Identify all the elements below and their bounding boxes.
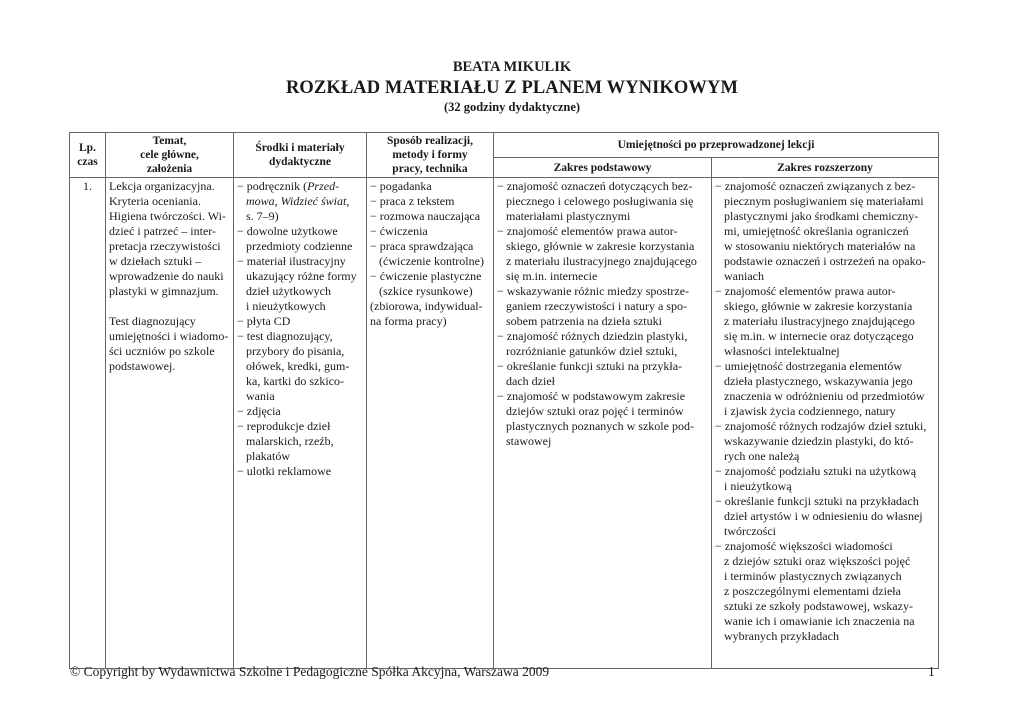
header-temat: Temat, cele główne, założenia [106, 133, 234, 178]
text-line: Test diagnozujący [109, 314, 196, 328]
header-zakres-podstawowy: Zakres podstawowy [494, 158, 712, 178]
cell-sposob [367, 178, 494, 669]
list-item: − praca sprawdzająca (ćwiczenie kontrolne) [370, 239, 490, 269]
list-item: − znajomość oznaczeń związanych z bez- piecznym posługiwaniem się materiałami plastycznymi jako środkami chemiczny- mi, umiejętność określania ograniczeń w stosowaniu niektórych materiałów na podstawie oznaczeń i ostrzeżeń na opako- waniach [715, 179, 935, 284]
text-line: podstawowej. [109, 359, 176, 373]
list-item: − ćwiczenia [370, 224, 490, 239]
list-item: − podręcznik (Przed- mowa, Widzieć świat, s. 7–9) [237, 179, 363, 224]
cell-zakres-rozszerzony [712, 178, 939, 669]
list-item: − znajomość oznaczeń dotyczących bez- piecznego i celowego posługiwania się materiałami plastycznymi [497, 179, 708, 224]
list-item: − płyta CD [237, 314, 363, 329]
cell-zakres-podstawowy [494, 178, 712, 669]
text-line: na forma pracy) [370, 314, 447, 328]
header-srodki: Środki i materiały dydaktyczne [234, 133, 367, 178]
list-item: − umiejętność dostrzegania elementów dzieła plastycznego, wskazywania jego znaczenia w odróżnieniu od przedmiotów i zjawisk życia codziennego, natury [715, 359, 935, 419]
text-line: ści uczniów po szkole [109, 344, 215, 358]
text-line: pretacja rzeczywistości [109, 239, 221, 253]
list-item: − pogadanka [370, 179, 490, 194]
cell-srodki [234, 178, 367, 669]
list-item: − rozmowa nauczająca [370, 209, 490, 224]
copyright-notice: © Copyright by Wydawnictwa Szkolne i Pedagogiczne Spółka Akcyjna, Warszawa 2009 [70, 664, 550, 679]
header-sposob: Sposób realizacji, metody i formy pracy, technika [367, 133, 494, 178]
text-line: plastyki w gimnazjum. [109, 284, 219, 298]
text-line: Lekcja organizacyjna. [109, 179, 215, 193]
text-line: Higiena twórczości. Wi- [109, 209, 226, 223]
text-line: wprowadzenie do nauki [109, 269, 224, 283]
document-title: ROZKŁAD MATERIAŁU Z PLANEM WYNIKOWYM [285, 78, 739, 98]
list-item: − reprodukcje dzieł malarskich, rzeźb, plakatów [237, 419, 363, 464]
list-item: − dowolne użytkowe przedmioty codzienne [237, 224, 363, 254]
header-zakres-rozszerzony: Zakres rozszerzony [712, 158, 939, 178]
list-item: − test diagnozujący, przybory do pisania, ołówek, kredki, gum- ka, kartki do szkico- wania [237, 329, 363, 404]
header-lp: Lp. czas [70, 133, 106, 178]
list-item: − znajomość większości wiadomości z dziejów sztuki oraz większości pojęć i terminów plastycznych związanych z poszczególnymi elementami dzieła sztuki ze szkoły podstawowej, wskazy- wanie ich i omawianie ich znaczenia na wybranych przykładach [715, 539, 935, 644]
list-item: − zdjęcia [237, 404, 363, 419]
text-line: dzieć i patrzeć – inter- [109, 224, 217, 238]
text-line: umiejętności i wiadomo- [109, 329, 229, 343]
text-line: w dziełach sztuki – [109, 254, 202, 268]
list-item: − znajomość podziału sztuki na użytkową i nieużytkową [715, 464, 935, 494]
list-item: − materiał ilustracyjny ukazujący różne formy dzieł użytkowych i nieużytkowych [237, 254, 363, 314]
list-item: − znajomość w podstawowym zakresie dziejów sztuki oraz pojęć i terminów plastycznych poznanych w szkole pod- stawowej [497, 389, 708, 449]
page-number: 1 [928, 664, 935, 679]
cell-temat [106, 178, 234, 669]
list-item: − ulotki reklamowe [237, 464, 363, 479]
list-item: − znajomość elementów prawa autor- skiego, głównie w zakresie korzystania z materiału ilustracyjnego znajdującego się m.in. internecie [497, 224, 708, 284]
list-item: − znajomość różnych dziedzin plastyki, rozróżnianie gatunków dzieł sztuki, [497, 329, 708, 359]
text-line: (zbiorowa, indywidual- [370, 299, 483, 313]
list-item: − określanie funkcji sztuki na przykła- dach dzieł [497, 359, 708, 389]
list-item: − określanie funkcji sztuki na przykładach dzieł artystów i w odniesieniu do własnej twórczości [715, 494, 935, 539]
list-item: − ćwiczenie plastyczne (szkice rysunkowe) [370, 269, 490, 299]
author-name: BEATA MIKULIK [452, 59, 572, 75]
list-item: − wskazywanie różnic miedzy spostrze- ganiem rzeczywistości i natury a spo- sobem patrzenia na dzieła sztuki [497, 284, 708, 329]
header-umiejetnosci: Umiejętności po przeprowadzonej lekcji [494, 133, 939, 158]
lesson-plan-table [69, 132, 939, 669]
document-subtitle: (32 godziny dydaktyczne) [443, 100, 581, 114]
text-line: Kryteria oceniania. [109, 194, 201, 208]
table-row [70, 178, 939, 669]
list-item: − znajomość różnych rodzajów dzieł sztuki, wskazywanie dziedzin plastyki, do któ- rych one należą [715, 419, 935, 464]
list-item: − praca z tekstem [370, 194, 490, 209]
cell-lp: 1. [70, 178, 106, 669]
list-item: − znajomość elementów prawa autor- skiego, głównie w zakresie korzystania z materiału ilustracyjnego znajdującego się m.in. w internecie oraz dotyczącego własności intelektualnej [715, 284, 935, 359]
